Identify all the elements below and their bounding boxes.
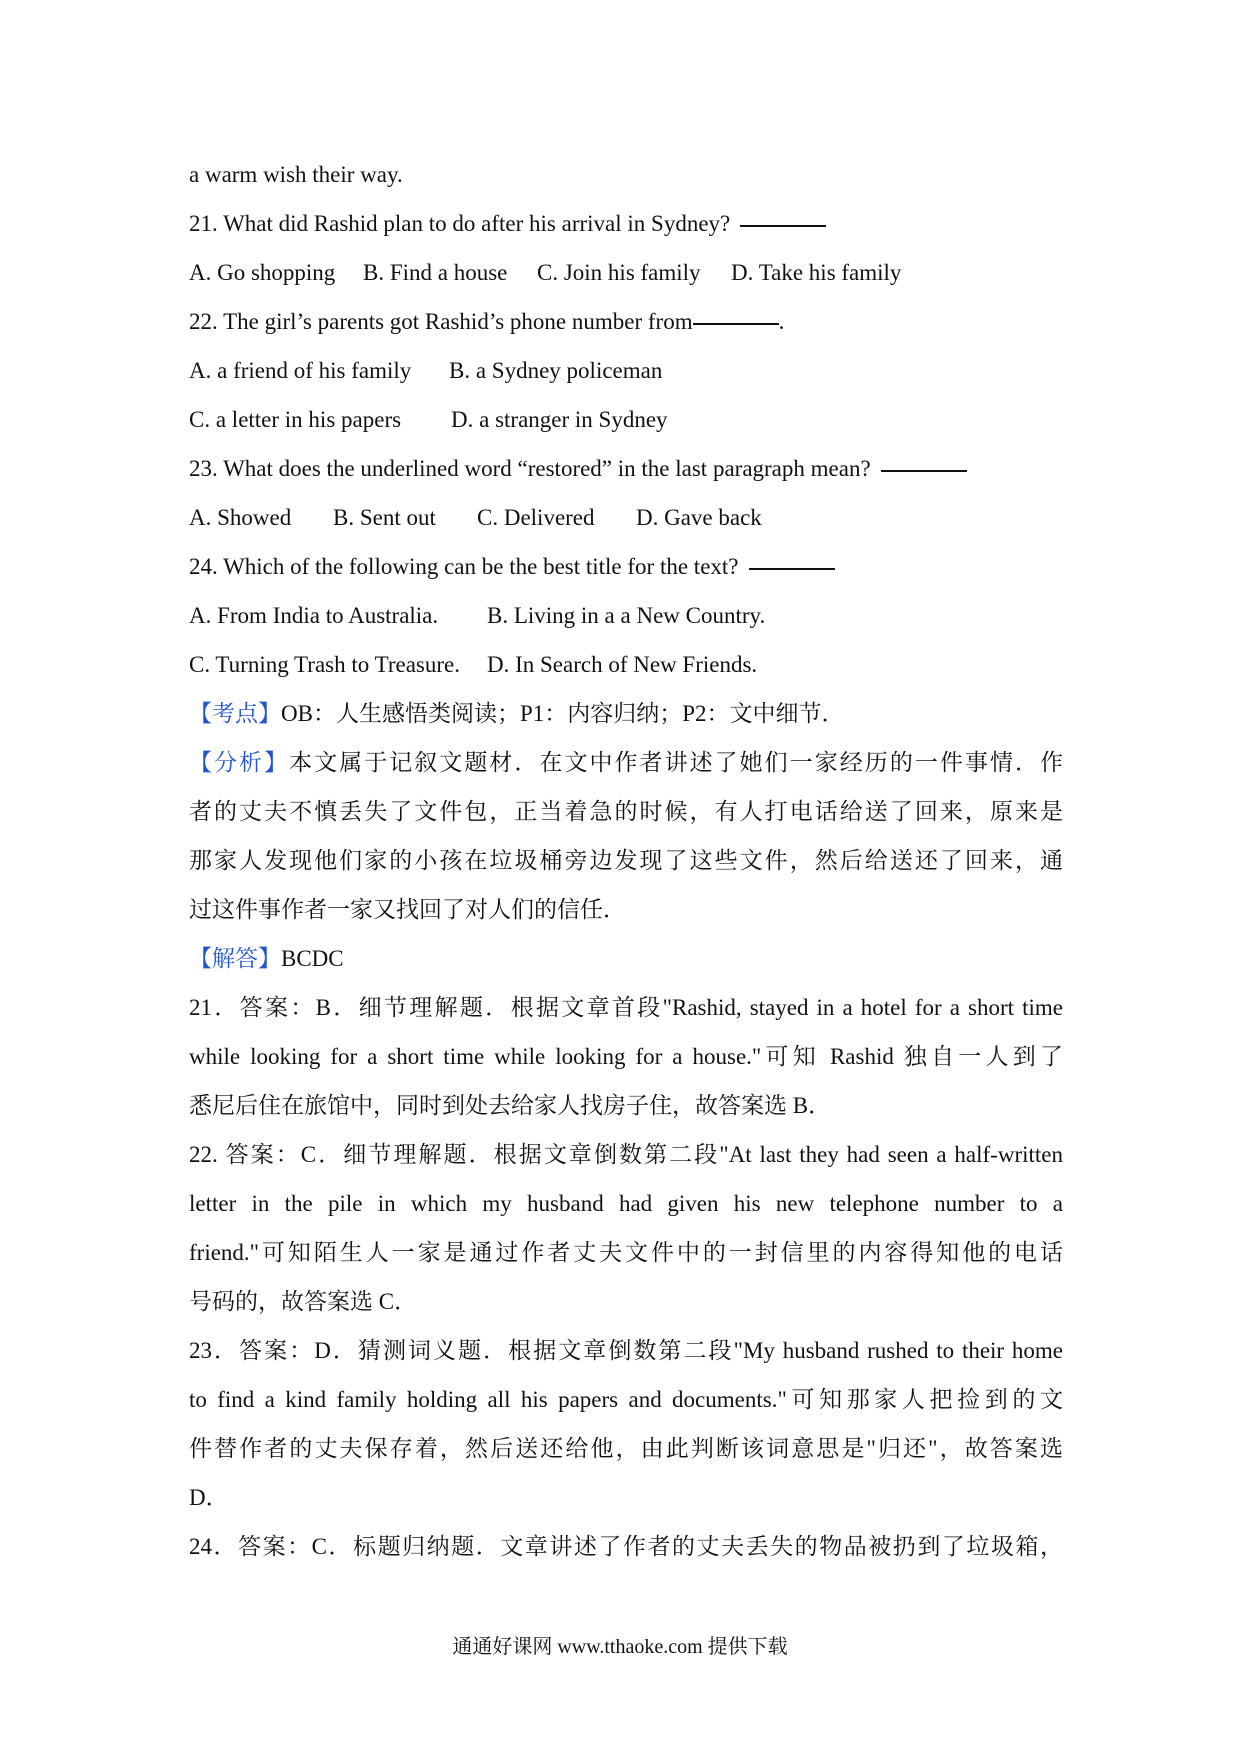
option-d: D. Take his family — [731, 260, 902, 285]
option-a: A. Showed — [189, 505, 292, 530]
text-line: 者的丈夫不慎丢失了文件包，正当着急的时候，有人打电话给送了回来，原来是 — [189, 799, 1063, 824]
fenxi-text: 本文属于记叙文题材．在文中作者讲述了她们一家经历的一件事情．作 — [289, 750, 1063, 775]
answer-blank — [693, 322, 779, 325]
text-line: 件替作者的丈夫保存着，然后送还给他，由此判断该词意思是"归还"，故答案选 — [189, 1436, 1063, 1461]
answer-blank — [881, 469, 967, 472]
question-text: 21. What did Rashid plan to do after his arrival in Sydney? — [189, 211, 731, 236]
text-line: letter in the pile in which my husband had given his new telephone number to a — [189, 1191, 1063, 1216]
jieda-line — [189, 934, 1063, 983]
fenxi-line — [189, 738, 1063, 787]
kaodian-line — [189, 689, 1063, 738]
option-b: B. a Sydney policeman — [449, 358, 663, 383]
question-22-options-row2 — [189, 395, 1063, 444]
option-a: A. Go shopping — [189, 260, 336, 285]
kaodian-text: OB：人生感悟类阅读；P1：内容归纳；P2：文中细节． — [281, 701, 845, 726]
fenxi-tag: 【分析】 — [189, 750, 290, 775]
option-b: B. Find a house — [363, 260, 508, 285]
option-a: A. From India to Australia. — [189, 603, 439, 628]
answer-22-line: 22. 答案：C．细节理解题．根据文章倒数第二段"At last they had seen a half-written — [189, 1142, 1063, 1167]
question-21 — [189, 199, 1063, 248]
question-24 — [189, 542, 1063, 591]
question-text: 23. What does the underlined word “restored” in the last paragraph mean? — [189, 456, 871, 481]
question-23-options — [189, 493, 1063, 542]
text-line: 过这件事作者一家又找回了对人们的信任． — [189, 897, 626, 922]
question-22 — [189, 297, 1063, 346]
option-c: C. Join his family — [537, 260, 701, 285]
question-24-options-row2 — [189, 640, 1063, 689]
text-line: to find a kind family holding all his papers and documents."可知那家人把捡到的文 — [189, 1387, 1063, 1412]
option-b: B. Living in a a New Country. — [487, 603, 766, 628]
option-c: C. Turning Trash to Treasure. — [189, 652, 460, 677]
option-a: A. a friend of his family — [189, 358, 412, 383]
question-22-options-row1 — [189, 346, 1063, 395]
jieda-tag: 【解答】 — [189, 946, 281, 971]
question-23 — [189, 444, 1063, 493]
text-line: 号码的，故答案选 C． — [189, 1289, 418, 1314]
option-c: C. a letter in his papers — [189, 407, 402, 432]
text-line: 悉尼后住在旅馆中，同时到处去给家人找房子住，故答案选 B． — [189, 1093, 832, 1118]
text-line: 那家人发现他们家的小孩在垃圾桶旁边发现了这些文件，然后给送还了回来，通 — [189, 848, 1063, 873]
question-text: 24. Which of the following can be the best title for the text? — [189, 554, 739, 579]
answer-blank — [740, 224, 826, 227]
answer-blank — [749, 567, 835, 570]
text-line: D． — [189, 1485, 229, 1510]
question-21-options — [189, 248, 1063, 297]
option-c: C. Delivered — [477, 505, 595, 530]
option-d: D. Gave back — [636, 505, 762, 530]
question-24-options-row1 — [189, 591, 1063, 640]
text-line: a warm wish their way. — [189, 162, 403, 187]
answer-23-line: 23．答案：D．猜测词义题．根据文章倒数第二段"My husband rushed to their home — [189, 1338, 1063, 1363]
text-line: friend."可知陌生人一家是通过作者丈夫文件中的一封信里的内容得知他的电话 — [189, 1240, 1063, 1265]
jieda-text: BCDC — [281, 946, 344, 971]
kaodian-tag: 【考点】 — [189, 701, 281, 726]
document-body — [189, 150, 1063, 1571]
question-text: 22. The girl’s parents got Rashid’s phone number from — [189, 309, 693, 334]
option-d: D. In Search of New Friends. — [487, 652, 758, 677]
question-end: . — [778, 309, 785, 334]
page-footer: 通通好课网 www.tthaoke.com 提供下载 — [452, 1636, 788, 1658]
text-line: while looking for a short time while looking for a house."可知 Rashid 独自一人到了 — [189, 1044, 1063, 1069]
option-d: D. a stranger in Sydney — [451, 407, 668, 432]
answer-21-line: 21．答案：B．细节理解题．根据文章首段"Rashid, stayed in a hotel for a short time — [189, 995, 1063, 1020]
option-b: B. Sent out — [333, 505, 436, 530]
answer-24-line: 24．答案：C．标题归纳题．文章讲述了作者的丈夫丢失的物品被扔到了垃圾箱， — [189, 1534, 1063, 1559]
